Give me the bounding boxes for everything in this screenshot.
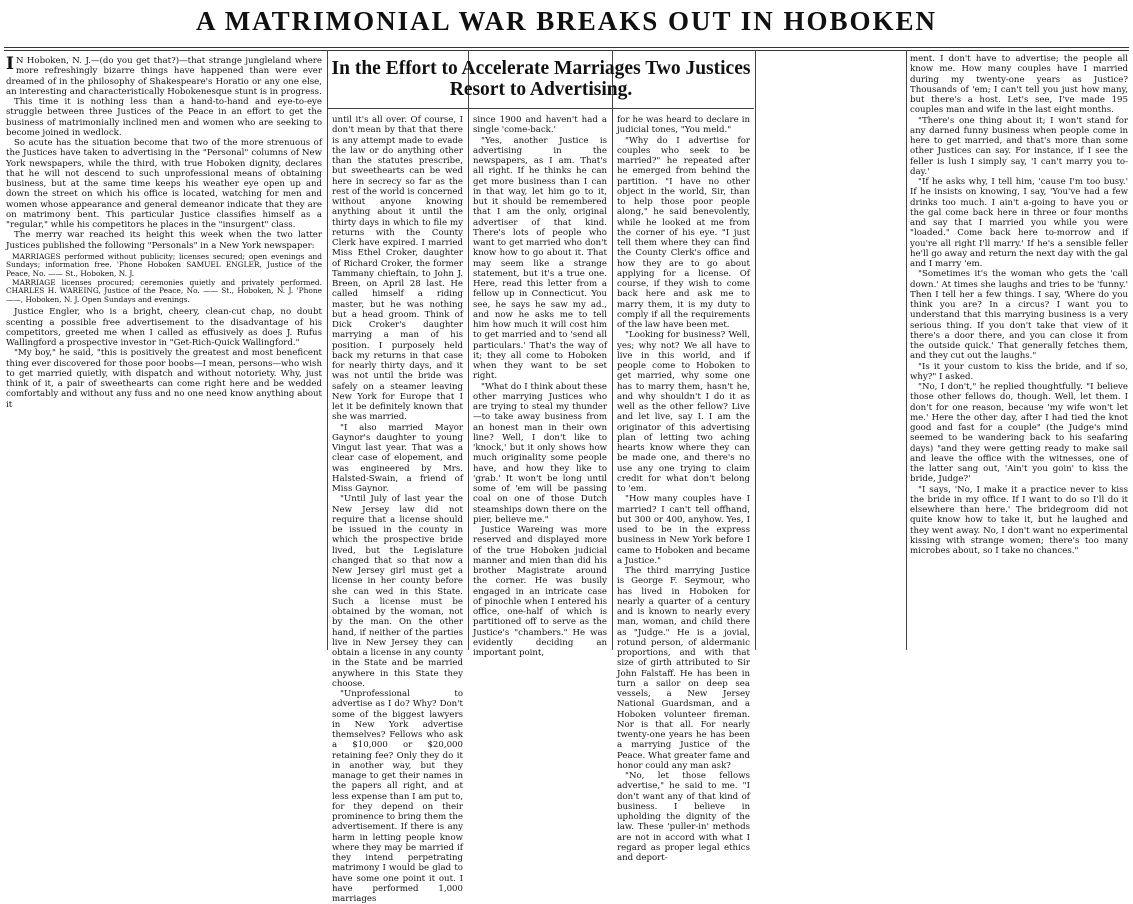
col1-paragraph-1: N Hoboken, N. J.—(do you get that?)—that strange jungleland where more refreshingly bizarre things have happened than were ever dreamed of in the philosophy of Shakespeare's Horatio or any one else, an interesting and characteristically Hobokenesque stunt is in progress. xyxy=(6,56,322,97)
drop-cap: I xyxy=(6,54,14,74)
col4-paragraph-6: "No, let those fellows advertise," he said to me. "I don't want any of that kind of business. I believe in upholding the dignity of the law. These 'puller-in' methods are not in accord with what I regard as proper legal ethics and deport- xyxy=(617,771,750,863)
col4-paragraph-5: The third marrying Justice is George F. Seymour, who has lived in Hoboken for nearly a quarter of a century and is known to nearly every man, woman, and child there as "Judge." He is a jovial, rotund person, of aldermanic proportions, and with that size of girth attributed to Sir John Falstaff. He has been in turn a sailor on deep sea vessels, a New Jersey National Guardsman, and a Hoboken volunteer fireman. Nor is that all. For nearly twenty-one years he has been a marrying Justice of the Peace. What greater fame and honor could any man ask? xyxy=(617,566,750,771)
col2-paragraph-2: "I also married Mayor Gaynor's daughter to young Vingut last year. That was a clear case of elopement, and was engineered by Mrs. Halsted-Swain, a friend of Miss Gaynor. xyxy=(332,422,463,494)
col5-paragraph-2: "There's one thing about it; I won't stand for any darned funny business when people come in here to get married, and that's more than some other Justices can say. For instance, if I see the feller is lush I simply say, 'I can't marry you to-day.' xyxy=(910,115,1128,177)
personal-ad-wareing: MARRIAGE licenses procured; ceremonies quietly and privately performed. CHARLES H. WAREING, Justice of the Peace, No. —— St., Hoboken, N. J. 'Phone ——, Hoboken, N. J. Open Sundays and evenings. xyxy=(6,277,322,304)
col2-paragraph-4: "Unprofessional to advertise as I do? Why? Don't some of the biggest lawyers in New York advertise themselves? Fellows who ask a $10,000 or $20,000 retaining fee? Only they do it in another way, but they manage to get their names in the papers all right, and at less expense than I am put to, for they depend on their prominence to bring them the advertisement. If there is any harm in letting people know where they may be married if they intend perpetrating matrimony I would be glad to have some one point it out. I have performed 1,000 marriages xyxy=(332,689,463,904)
col5-paragraph-3: "If he asks why, I tell him, 'cause I'm too busy.' If he insists on knowing, I say, 'You've had a few drinks too much. I ain't a-going to have you or the gal come back here in three or four months and say that I married you while you were "loaded." Come back here to-morrow and if you're all right I'll marry.' If he's a sensible feller he'll go away and return the next day with the gal and I marry 'em. xyxy=(910,177,1128,269)
col2-paragraph-1: until it's all over. Of course, I don't mean by that that there is any attempt made to evade the law or do anything other than the statutes prescribe, but sweethearts can be wed here in secrecy so far as the rest of the world is concerned without anyone knowing anything about it until the thirty days in which to file my returns with the County Clerk have expired. I married Miss Ethel Croker, daughter of Richard Croker, the former Tammany chieftain, to John J. Breen, on April 28 last. He called himself a riding master, but he was nothing but a head groom. Think of Dick Croker's daughter marrying a man of his position. I purposely held back my returns in that case for nearly thirty days, and it was not until the bride was safely on a steamer leaving New York for Europe that I let it be definitely known that she was married. xyxy=(332,115,463,423)
col2-paragraph-3: "Until July of last year the New Jersey law did not require that a license should be issued in the county in which the prospective bride lived, but the Legislature changed that so that now a New Jersey girl must get a license in her county before she can wed in this State. Such a license must be obtained by the woman, not by the man. On the other hand, if neither of the parties live in New Jersey they can obtain a license in any county in the State and be married anywhere in this State they choose. xyxy=(332,494,463,689)
personal-ad-engler: MARRIAGES performed without publicity; licenses secured; open evenings and Sundays; information free. 'Phone Hoboken SAMUEL ENGLER, Justice of the Peace, No. —— St., Hoboken, N. J. xyxy=(6,251,322,278)
col5-paragraph-1: ment. I don't have to advertise; the people all know me. How many couples have I married during my twenty-one years as Justice? Thousands of 'em; I can't tell you just how many, but there's a host. Let's see, I've made 195 couples man and wife in the last eight months. xyxy=(910,54,1128,116)
article-column-1 xyxy=(6,56,322,652)
column-divider-2 xyxy=(468,50,469,650)
headline: A MATRIMONIAL WAR BREAKS OUT IN HOBOKEN xyxy=(195,6,938,36)
col5-paragraph-4: "Sometimes it's the woman who gets the 'call down.' At times she laughs and tries to be 'funny.' Then I tell her a few things. I say, 'Where do you think you are? In a circus? I want you to understand that this marrying business is a very serious thing. If you don't take that view of it there's a door there, and you can close it from the outside quick.' That generally fetches them, and they cut out the laughs." xyxy=(910,269,1128,362)
col1-paragraph-3: So acute has the situation become that two of the more strenuous of the Justices have taken to advertising in the "Personal" columns of New York newspapers, while the third, with true Hoboken dignity, declares that he will not descend to such unprofessional means of obtaining business, but at the same time keeps his weather eye open up and down the street on which his office is located, watching for men and women whose appearance and general demeanor indicate that they are on matrimony bent. This particular Justice classifies himself as a "regular," while his competitors he places in the "insurgent" class. xyxy=(6,138,322,230)
col3-paragraph-2: "Yes, another Justice is advertising in the newspapers, as I am. That's all right. If he thinks he can get more business than I can in that way, let him go to it, but it should be remembered that I am the only, original advertiser of that kind. There's lots of people who want to get married who don't know how to go about it. That may seem like a strange statement, but it's a true one. Here, read this letter from a fellow up in Connecticut. You see, he says he saw my ad., and now he asks me to tell him how much it will cost him to get married and to 'send all particulars.' That's the way of it; they all come to Hoboken when they want to be set right. xyxy=(473,135,607,382)
col1-paragraph-5: Justice Engler, who is a bright, cheery, clean-cut chap, no doubt scenting a possible free advertisement to the disadvantage of his competitors, greeted me when I called as effusively as does J. Rufus Wallingford a prospective investor in "Get-Rich-Quick Wallingford." xyxy=(6,307,322,349)
col3-paragraph-3: "What do I think about these other marrying Justices who are trying to steal my thunder—to take away business from an honest man in their own line? Well, I don't like to 'knock,' but it only shows how much originality some people have, and how they like to 'grab.' It won't be long until some of 'em will be passing coal on one of those Dutch steamships down there on the pier, believe me." xyxy=(473,381,607,525)
personal-ads xyxy=(6,253,322,305)
col5-paragraph-7: "I says, 'No, I make it a practice never to kiss the bride in my office. If I want to do so I'll do it elsewhere than here.' The bridegroom did not quite know how to take it, but he laughed and they went away. No, I don't want no experimental kissing with strange women; there's too many microbes about, so I take no chances." xyxy=(910,484,1128,556)
column-divider-4 xyxy=(755,50,756,650)
col3-paragraph-4: Justice Wareing was more reserved and displayed more of the true Hoboken judicial manner and mien than did his brother Magistrate around the corner. He was busily engaged in an intricate case of pinochle when I entered his office, one-half of which is partitioned off to serve as the Justice's "chambers." He was evidently deciding an important point, xyxy=(473,525,607,658)
subhead-rule xyxy=(328,108,754,109)
headline-rule-bottom xyxy=(4,50,1129,51)
article-column-3 xyxy=(473,115,607,658)
col1-paragraph-2: This time it is nothing less than a hand-to-hand and eye-to-eye struggle between three Justices of the Peace in an effort to get the business of matrimonially inclined men and women who are seeking to become joined in wedlock. xyxy=(6,97,322,138)
col3-paragraph-1: since 1900 and haven't had a single 'come-back.' xyxy=(473,115,607,136)
column-divider-3 xyxy=(612,50,613,650)
article-column-4 xyxy=(617,115,750,863)
column-divider-1 xyxy=(327,50,328,650)
subhead: In the Effort to Accelerate Marriages Two Justices Resort to Advertising. xyxy=(331,58,751,100)
col4-paragraph-1: for he was heard to declare in judicial tones, "You meld." xyxy=(617,115,750,136)
column-divider-5 xyxy=(906,50,907,650)
col4-paragraph-2: "Why do I advertise for couples who seek to be married?" he repeated after he emerged from behind the partition. "I have no other object in the world, Sir, than to help those poor people along," he said benevolently, while he looked at me from the corner of his eye. "I just tell them where they can find the County Clerk's office and how they are to go about applying for a license. Of course, if they wish to come back here and ask me to marry them, it is my duty to comply if all the requirements of the law have been met. xyxy=(617,135,750,330)
article-column-2 xyxy=(332,115,463,904)
col1-paragraph-6: "My boy," he said, "this is positively the greatest and most beneficent thing ever discovered for those poor boobs—I mean, persons—who wish to get married quietly, with dispatch and without notoriety. Why, just think of it, a pair of sweethearts can come right here and be wedded comfortably and without any fuss and no one need know anything about it xyxy=(6,348,322,410)
col5-paragraph-6: "No, I don't," he replied thoughtfully. "I believe those other fellows do, though. Well, let them. I don't for one reason, because 'my wife won't let me.' Here the other day, after I had tied the knot good and fast for a couple" (the Judge's mind seemed to be wandering back to his seafaring days) "and they were getting ready to make sail and leave the office with the witnesses, one of the latter sang out, 'Ain't you goin' to kiss the bride, Judge?' xyxy=(910,382,1128,485)
col5-paragraph-5: "Is it your custom to kiss the bride, and if so, why?" I asked. xyxy=(910,361,1128,382)
article-column-5 xyxy=(910,54,1128,652)
col4-paragraph-4: "How many couples have I married? I can't tell offhand, but 300 or 400, anyhow. Yes, I used to be in the express business in New York before I came to Hoboken and became a Justice." xyxy=(617,494,750,566)
col4-paragraph-3: "Looking for business? Well, yes; why not? We all have to live in this world, and if people come to Hoboken to get married, why some one has to marry them, hasn't he, and why shouldn't I do it as well as the other fellow? Live and let live, say I. I am the originator of this advertising plan of letting two aching hearts know where they can be made one, and there's no use any one trying to claim credit for what don't belong to 'em. xyxy=(617,330,750,494)
col1-paragraph-4: The merry war reached its height this week when the two latter Justices published the following "Personals" in a New York newspaper: xyxy=(6,230,322,251)
headline-rule-top xyxy=(4,47,1129,48)
